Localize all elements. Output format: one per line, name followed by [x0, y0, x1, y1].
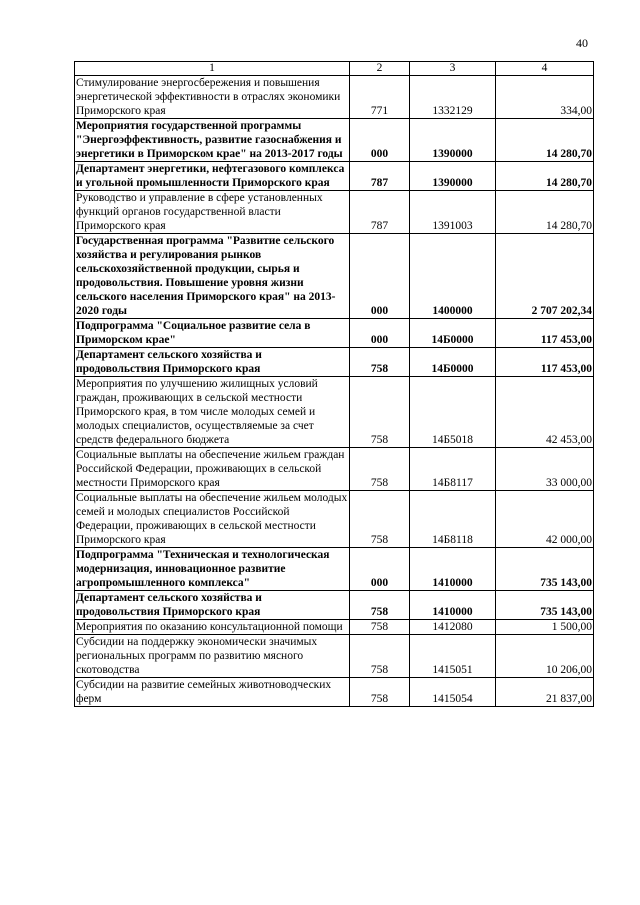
- row-name-cell: Мероприятия государственной программы "Энергоэффективность, развитие газоснабжения и энергетики в Приморском крае" на 2013-2017 годы: [75, 119, 350, 162]
- budget-table: [74, 61, 594, 707]
- row-target-cell: 14Б0000: [410, 348, 496, 377]
- row-code-cell: 758: [350, 448, 410, 491]
- row-code-cell: 758: [350, 348, 410, 377]
- row-amount-cell: 2 707 202,34: [496, 234, 594, 319]
- row-target-cell: 1412080: [410, 620, 496, 635]
- row-target-cell: 14Б5018: [410, 377, 496, 448]
- row-amount-cell: 334,00: [496, 76, 594, 119]
- table-row: [75, 119, 594, 162]
- row-target-cell: 1332129: [410, 76, 496, 119]
- header-col-1: 1: [75, 62, 350, 76]
- table-row: [75, 191, 594, 234]
- row-name-cell: Руководство и управление в сфере установленных функций органов государственной власти Приморского края: [75, 191, 350, 234]
- row-name-cell: Субсидии на поддержку экономически значимых региональных программ по развитию мясного скотоводства: [75, 635, 350, 678]
- row-name-cell: Департамент сельского хозяйства и продовольствия Приморского края: [75, 348, 350, 377]
- row-amount-cell: 735 143,00: [496, 591, 594, 620]
- row-name-cell: Мероприятия по оказанию консультационной помощи: [75, 620, 350, 635]
- row-name-cell: Социальные выплаты на обеспечение жильем молодых семей и молодых специалистов Российской Федерации, проживающих в сельской местности Приморского края: [75, 491, 350, 548]
- table-row: [75, 635, 594, 678]
- row-name-cell: Социальные выплаты на обеспечение жильем граждан Российской Федерации, проживающих в сельской местности Приморского края: [75, 448, 350, 491]
- row-name-cell: Подпрограмма "Социальное развитие села в Приморском крае": [75, 319, 350, 348]
- table-row: [75, 448, 594, 491]
- row-name-cell: Департамент сельского хозяйства и продовольствия Приморского края: [75, 591, 350, 620]
- row-code-cell: 787: [350, 162, 410, 191]
- row-amount-cell: 21 837,00: [496, 678, 594, 707]
- table-header: [75, 62, 594, 76]
- row-code-cell: 758: [350, 591, 410, 620]
- row-amount-cell: 117 453,00: [496, 319, 594, 348]
- row-code-cell: 758: [350, 491, 410, 548]
- row-amount-cell: 42 000,00: [496, 491, 594, 548]
- row-amount-cell: 117 453,00: [496, 348, 594, 377]
- row-code-cell: 000: [350, 548, 410, 591]
- page-number: 40: [576, 36, 588, 50]
- table-row: [75, 678, 594, 707]
- row-amount-cell: 1 500,00: [496, 620, 594, 635]
- row-target-cell: 14Б8117: [410, 448, 496, 491]
- table-body: [75, 76, 594, 707]
- row-code-cell: 787: [350, 191, 410, 234]
- row-name-cell: Субсидии на развитие семейных животноводческих ферм: [75, 678, 350, 707]
- row-code-cell: 758: [350, 377, 410, 448]
- row-name-cell: Государственная программа "Развитие сельского хозяйства и регулирования рынков сельскохозяйственной продукции, сырья и продовольствия. Повышение уровня жизни сельского населения Приморского края" на 2013-2020 годы: [75, 234, 350, 319]
- table-row: [75, 620, 594, 635]
- table-row: [75, 377, 594, 448]
- row-amount-cell: 10 206,00: [496, 635, 594, 678]
- row-code-cell: 771: [350, 76, 410, 119]
- row-amount-cell: 14 280,70: [496, 162, 594, 191]
- row-amount-cell: 33 000,00: [496, 448, 594, 491]
- row-code-cell: 000: [350, 234, 410, 319]
- table-row: [75, 548, 594, 591]
- row-code-cell: 000: [350, 319, 410, 348]
- row-name-cell: Мероприятия по улучшению жилищных условий граждан, проживающих в сельской местности Приморского края, в том числе молодых семей и молодых специалистов, осуществляемые за счет средств федерального бюджета: [75, 377, 350, 448]
- row-target-cell: 1410000: [410, 591, 496, 620]
- row-amount-cell: 14 280,70: [496, 119, 594, 162]
- table-row: [75, 491, 594, 548]
- header-col-4: 4: [496, 62, 594, 76]
- row-name-cell: Подпрограмма "Техническая и технологическая модернизация, инновационное развитие агропромышленного комплекса": [75, 548, 350, 591]
- row-target-cell: 1410000: [410, 548, 496, 591]
- row-name-cell: Стимулирование энергосбережения и повышения энергетической эффективности в отраслях экономики Приморского края: [75, 76, 350, 119]
- header-col-3: 3: [410, 62, 496, 76]
- table-row: [75, 234, 594, 319]
- row-target-cell: 14Б0000: [410, 319, 496, 348]
- row-target-cell: 1415051: [410, 635, 496, 678]
- row-code-cell: 758: [350, 635, 410, 678]
- table-row: [75, 76, 594, 119]
- row-amount-cell: 14 280,70: [496, 191, 594, 234]
- row-name-cell: Департамент энергетики, нефтегазового комплекса и угольной промышленности Приморского края: [75, 162, 350, 191]
- row-amount-cell: 735 143,00: [496, 548, 594, 591]
- table-row: [75, 591, 594, 620]
- row-code-cell: 758: [350, 620, 410, 635]
- row-target-cell: 1390000: [410, 119, 496, 162]
- row-amount-cell: 42 453,00: [496, 377, 594, 448]
- table-row: [75, 162, 594, 191]
- header-row: [75, 62, 594, 76]
- header-col-2: 2: [350, 62, 410, 76]
- table-row: [75, 348, 594, 377]
- row-target-cell: 14Б8118: [410, 491, 496, 548]
- table-row: [75, 319, 594, 348]
- row-code-cell: 000: [350, 119, 410, 162]
- row-code-cell: 758: [350, 678, 410, 707]
- row-target-cell: 1415054: [410, 678, 496, 707]
- row-target-cell: 1390000: [410, 162, 496, 191]
- row-target-cell: 1391003: [410, 191, 496, 234]
- row-target-cell: 1400000: [410, 234, 496, 319]
